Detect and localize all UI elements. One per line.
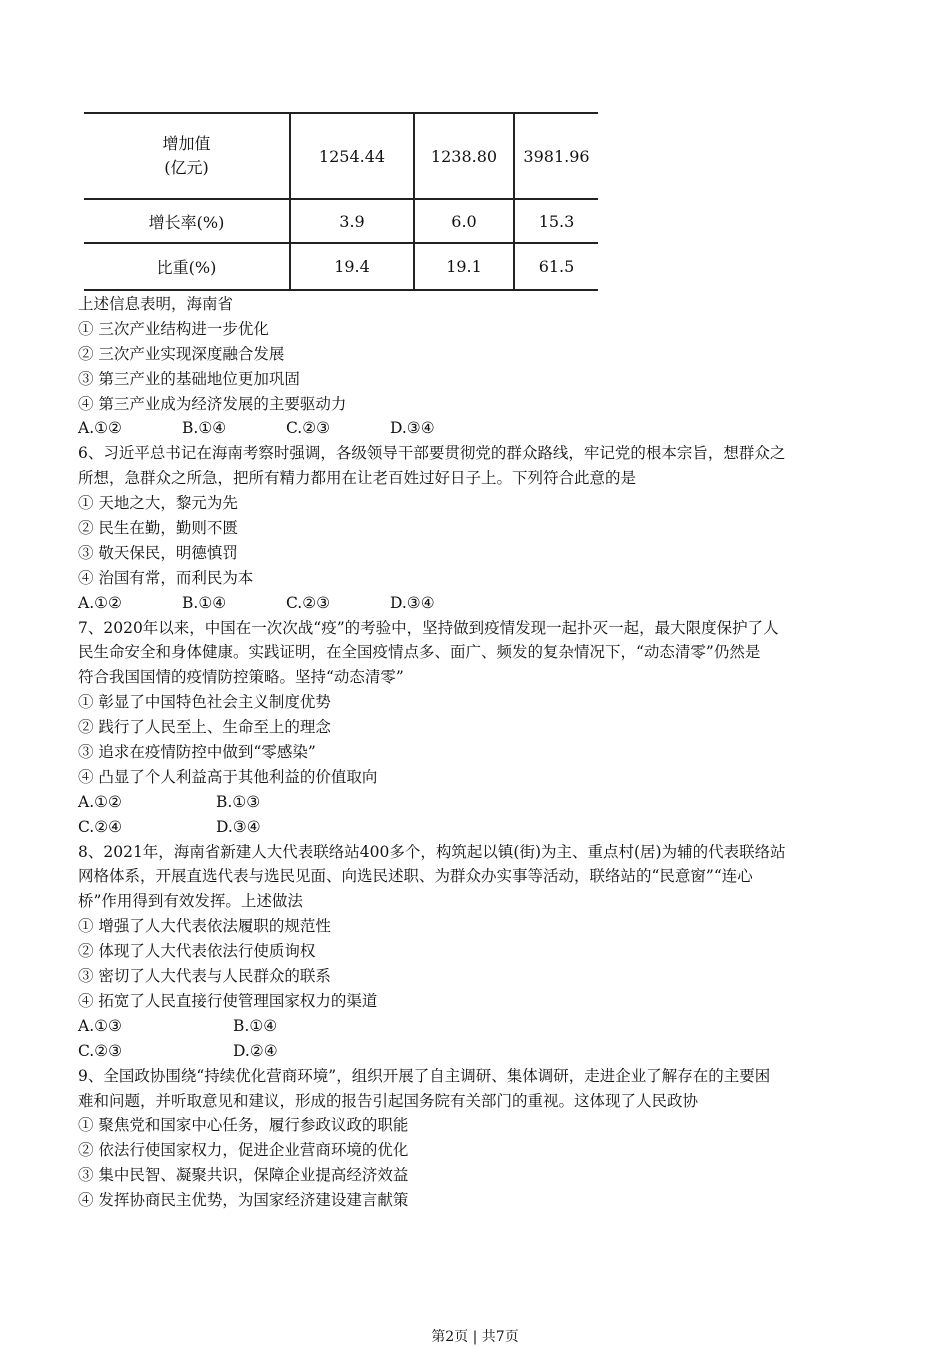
statement-item: ④ 发挥协商民主优势，为国家经济建设建言献策 bbox=[78, 1191, 409, 1210]
question-6-stem: 所想，急群众之所急，把所有精力都用在让老百姓过好日子上。下列符合此意的是 bbox=[78, 469, 637, 488]
statement-item: ① 增强了人大代表依法履职的规范性 bbox=[78, 917, 331, 936]
table-row bbox=[84, 199, 598, 243]
option-a[interactable]: A.①② bbox=[78, 419, 122, 438]
statement-item: ② 体现了人大代表依法行使质询权 bbox=[78, 942, 316, 961]
answer-options bbox=[78, 1014, 878, 1039]
question-9-stem: 难和问题，并听取意见和建议，形成的报告引起国务院有关部门的重视。这体现了人民政协 bbox=[78, 1091, 699, 1110]
statement-item: ② 践行了人民至上、生命至上的理念 bbox=[78, 718, 331, 737]
question-7-stem: 民生命安全和身体健康。实践证明，在全国疫情点多、面广、频发的复杂情况下，“动态清零”仍然是 bbox=[78, 643, 761, 662]
statement-item: ④ 第三产业成为经济发展的主要驱动力 bbox=[78, 394, 347, 413]
option-c[interactable]: C.②③ bbox=[286, 593, 331, 612]
table-cell: 19.1 bbox=[414, 243, 514, 290]
statement-item: ③ 密切了人大代表与人民群众的联系 bbox=[78, 967, 331, 986]
table-cell: 19.4 bbox=[290, 243, 414, 290]
option-d[interactable]: D.②④ bbox=[233, 1041, 278, 1060]
question-8-stem: 桥”作用得到有效发挥。上述做法 bbox=[78, 892, 303, 911]
table-cell: 6.0 bbox=[414, 199, 514, 243]
option-d[interactable]: D.③④ bbox=[390, 593, 435, 612]
statement-item: ③ 第三产业的基础地位更加巩固 bbox=[78, 369, 300, 388]
option-d[interactable]: D.③④ bbox=[216, 817, 261, 836]
option-d[interactable]: D.③④ bbox=[390, 419, 435, 438]
option-c[interactable]: C.②③ bbox=[78, 1041, 123, 1060]
option-a[interactable]: A.①② bbox=[78, 593, 122, 612]
row-label bbox=[84, 113, 290, 199]
label-line: 增加值 bbox=[162, 134, 211, 153]
table-row bbox=[84, 243, 598, 290]
option-a[interactable]: A.①② bbox=[78, 792, 122, 811]
option-a[interactable]: A.①③ bbox=[78, 1016, 122, 1035]
table-cell: 15.3 bbox=[514, 199, 598, 243]
statement-item: ④ 拓宽了人民直接行使管理国家权力的渠道 bbox=[78, 991, 378, 1010]
statement-item: ③ 追求在疫情防控中做到“零感染” bbox=[78, 743, 316, 762]
statement-item: ② 三次产业实现深度融合发展 bbox=[78, 344, 285, 363]
option-c[interactable]: C.②④ bbox=[78, 817, 123, 836]
statement-item: ① 聚焦党和国家中心任务，履行参政议政的职能 bbox=[78, 1116, 409, 1135]
statement-item: ① 彰显了中国特色社会主义制度优势 bbox=[78, 693, 331, 712]
option-b[interactable]: B.①④ bbox=[233, 1016, 278, 1035]
option-b[interactable]: B.①④ bbox=[182, 419, 227, 438]
statement-item: ① 三次产业结构进一步优化 bbox=[78, 319, 269, 338]
row-label: 增长率(%) bbox=[84, 199, 290, 243]
question-7-stem: 7、2020年以来，中国在一次次战“疫”的考验中，坚持做到疫情发现一起扑灭一起，最大限度保护了人 bbox=[78, 618, 779, 637]
question-8-stem: 网格体系，开展直选代表与选民见面、向选民述职、为群众办实事等活动，联络站的“民意窗”“连心 bbox=[78, 867, 753, 886]
statement-item: ④ 凸显了个人利益高于其他利益的价值取向 bbox=[78, 767, 378, 786]
question-6-stem: 6、习近平总书记在海南考察时强调，各级领导干部要贯彻党的群众路线，牢记党的根本宗旨，想群众之 bbox=[78, 444, 786, 463]
question-body bbox=[78, 292, 878, 1213]
answer-options bbox=[78, 591, 878, 616]
row-label: 比重(%) bbox=[84, 243, 290, 290]
table-cell: 1254.44 bbox=[290, 113, 414, 199]
statement-item: ② 民生在勤，勤则不匮 bbox=[78, 519, 238, 538]
answer-options bbox=[78, 815, 878, 840]
option-b[interactable]: B.①④ bbox=[182, 593, 227, 612]
table-cell: 61.5 bbox=[514, 243, 598, 290]
question-7-stem: 符合我国国情的疫情防控策略。坚持“动态清零” bbox=[78, 668, 404, 687]
option-b[interactable]: B.①③ bbox=[216, 792, 261, 811]
question-5-stem: 上述信息表明，海南省 bbox=[78, 295, 234, 313]
statement-item: ② 依法行使国家权力，促进企业营商环境的优化 bbox=[78, 1141, 409, 1160]
answer-options bbox=[78, 1039, 878, 1064]
table-cell: 3981.96 bbox=[514, 113, 598, 199]
statement-item: ③ 敬天保民，明德慎罚 bbox=[78, 543, 238, 562]
statement-item: ① 天地之大，黎元为先 bbox=[78, 494, 238, 513]
statement-item: ④ 治国有常，而利民为本 bbox=[78, 568, 254, 587]
option-c[interactable]: C.②③ bbox=[286, 419, 331, 438]
industry-data-table bbox=[84, 112, 598, 291]
label-line: (亿元) bbox=[164, 158, 209, 177]
table-row bbox=[84, 113, 598, 199]
question-8-stem: 8、2021年，海南省新建人大代表联络站400多个，构筑起以镇(街)为主、重点村(居)为辅的代表联络站 bbox=[78, 842, 786, 861]
page-number-footer: 第2页 | 共7页 bbox=[431, 1329, 519, 1345]
table-cell: 3.9 bbox=[290, 199, 414, 243]
question-9-stem: 9、全国政协围绕“持续优化营商环境”，组织开展了自主调研、集体调研，走进企业了解存在的主要困 bbox=[78, 1066, 771, 1085]
statement-item: ③ 集中民智、凝聚共识，保障企业提高经济效益 bbox=[78, 1166, 409, 1185]
table-cell: 1238.80 bbox=[414, 113, 514, 199]
answer-options bbox=[78, 416, 878, 441]
answer-options bbox=[78, 790, 878, 815]
